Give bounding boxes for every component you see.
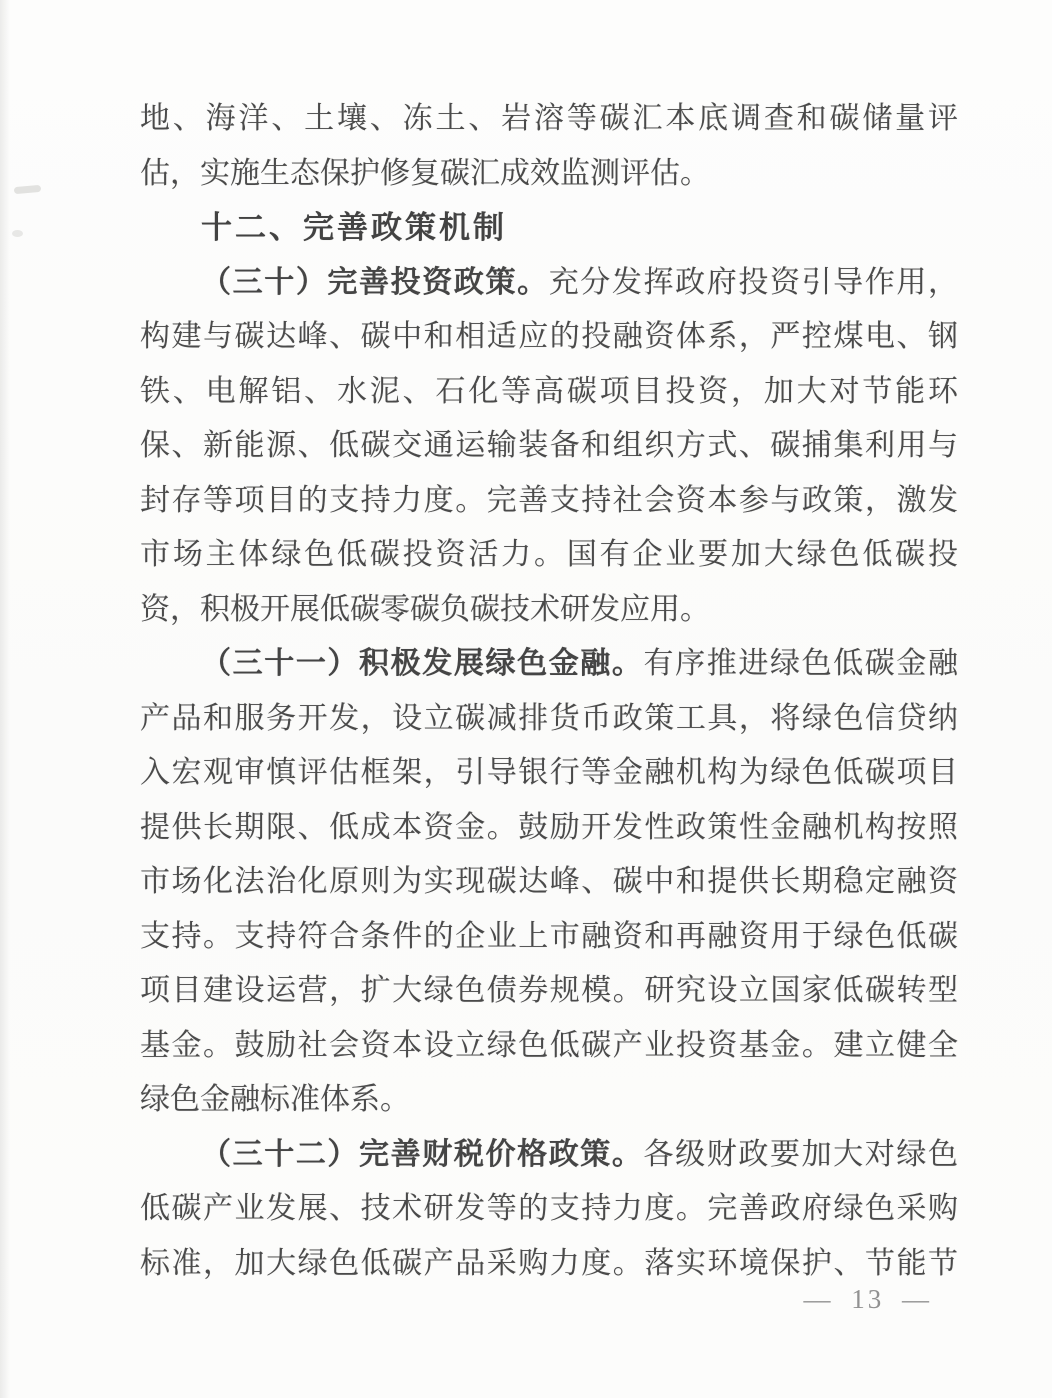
scan-artifact [14, 185, 42, 194]
section-heading: 十二、完善政策机制 [201, 210, 507, 245]
text-line: 市场主体绿色低碳投资活力。国有企业要加大绿色低碳投 [140, 538, 958, 571]
text-line: 产品和服务开发，设立碳减排货币政策工具，将绿色信贷纳 [140, 701, 958, 735]
text-line [140, 637, 958, 692]
text-line: 提供长期限、低成本资金。鼓励开发性政策性金融机构按照 [140, 810, 958, 844]
paragraph-text: 有序推进绿色低碳金融 [643, 647, 959, 680]
text-line [140, 256, 958, 311]
paragraph-text: 充分发挥政府投资引导作用， [548, 265, 959, 299]
text-line: 绿色金融标准体系。 [140, 1083, 410, 1116]
text-line: 封存等项目的支持力度。完善支持社会资本参与政策，激发 [140, 483, 958, 517]
text-line: 铁、电解铝、水泥、石化等高碳项目投资，加大对节能环 [140, 374, 958, 408]
scan-artifact [12, 230, 23, 237]
text-line: 入宏观审慎评估框架，引导银行等金融机构为绿色低碳项目 [140, 756, 958, 789]
text-line: 支持。支持符合条件的企业上市融资和再融资用于绿色低碳 [140, 919, 958, 953]
text-line: 基金。鼓励社会资本设立绿色低碳产业投资基金。建立健全 [140, 1028, 958, 1062]
scan-edge-shadow [0, 0, 10, 1398]
text-line: 低碳产业发展、技术研发等的支持力度。完善政府绿色采购 [140, 1192, 958, 1225]
text-line [140, 1128, 958, 1183]
text-line: 标准，加大绿色低碳产品采购力度。落实环境保护、节能节 [140, 1246, 958, 1280]
page-number: — 13 — [803, 1284, 932, 1314]
paragraph-lead: （三十二）完善财税价格政策。 [201, 1137, 644, 1171]
paragraph-text: 各级财政要加大对绿色 [643, 1137, 959, 1171]
text-line: 构建与碳达峰、碳中和相适应的投融资体系，严控煤电、钢 [140, 320, 958, 353]
text-line: 地、海洋、土壤、冻土、岩溶等碳汇本底调查和碳储量评 [140, 102, 958, 135]
text-line: 估，实施生态保护修复碳汇成效监测评估。 [140, 156, 710, 190]
paragraph-lead: （三十）完善投资政策。 [201, 265, 549, 299]
text-line: 市场化法治化原则为实现碳达峰、碳中和提供长期稳定融资 [140, 865, 958, 898]
paragraph-lead: （三十一）积极发展绿色金融。 [201, 647, 644, 680]
text-line: 项目建设运营，扩大绿色债券规模。研究设立国家低碳转型 [140, 974, 958, 1007]
text-line: 资，积极开展低碳零碳负碳技术研发应用。 [140, 592, 710, 626]
document-text-block [140, 92, 958, 1291]
text-line: 保、新能源、低碳交通运输装备和组织方式、碳捕集利用与 [140, 429, 958, 462]
